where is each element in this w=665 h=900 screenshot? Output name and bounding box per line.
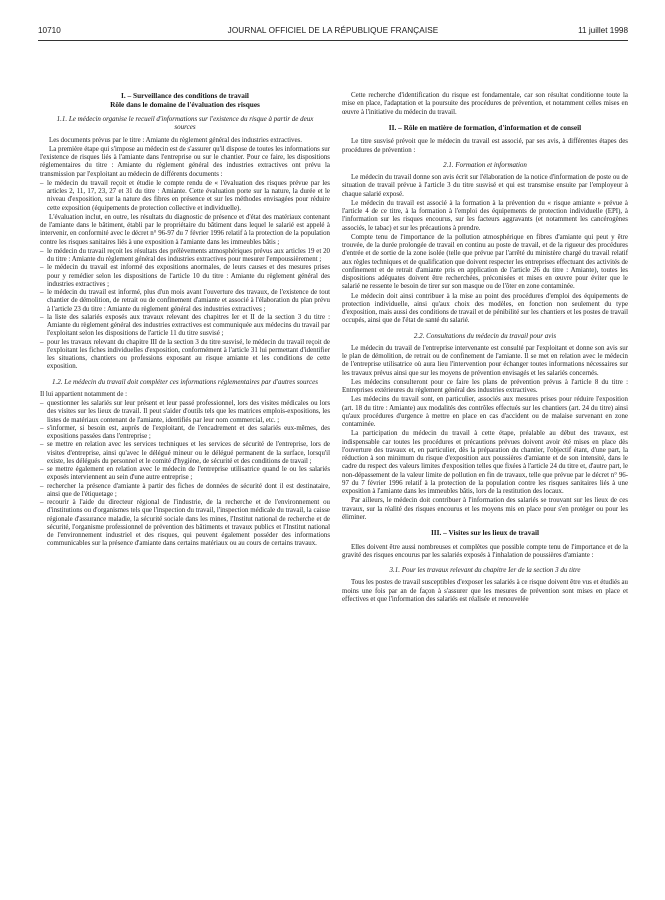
list-item: – le médecin du travail reçoit et étudie le compte rendu de « l'évaluation des risques prévue par les articles 2, 11, 17, 23, 27 et 31 du titre : Amiante. Cette évaluation porte sur la nature, la durée et le niveau d'exposition, sur la nature des fibres en présence et sur les méthodes envisagées pour réduire cette exposition (équipements de protection collective et individuelle). [47, 180, 330, 213]
paragraph: Le médecin doit ainsi contribuer à la mise au point des procédures d'emploi des équipements de protection individuelle, ainsi qu'aux choix des modèles, en fonction non seulement du type d'exposition, mais aussi des conditions de travail et de pénibilité sur les chantiers et les postes de travail occupés, ainsi que de l'état de santé du salarié. [342, 292, 628, 325]
subsection-1-1-title: 1.1. Le médecin organise le recueil d'informations sur l'existence du risque à partir de deux sources [56, 115, 314, 132]
paragraph: La participation du médecin du travail à cette étape, préalable au début des travaux, est indispensable car toutes les procédures et précautions prévues doivent avoir été mises en place dès l'ouverture des travaux et, en particulier, dès la préparation du chantier, l'objectif étant, d'une part, la réduction à son minimum du risque d'exposition aux poussières d'amiante et de son intensité, dans le cadre du respect des valeurs limites d'exposition telles que fixées à l'article 24 du titre et, d'autre part, le non-dépassement de la valeur limite de pollution en fin de travaux, telle que prévue par le décret n° 96-97 du 7 février 1996 relatif à la protection de la population contre les risques sanitaires liés à une exposition à l'amiante dans les immeubles bâtis, lors de la restitution des locaux. [342, 430, 628, 495]
list-item: – questionner les salariés sur leur présent et leur passé professionnel, lors des visites médicales ou lors des visites sur les lieux de travail. Il peut s'aider d'outils tels que les matrices emplois-expositions, les listes de matériaux contenant de l'amiante, identifiés par leur nom commercial, etc. ; [47, 400, 330, 425]
list-item: – le médecin du travail reçoit les résultats des prélèvements atmosphériques prévus aux articles 19 et 20 du titre : Amiante du règlement général des industries extractives pour mesurer l'empoussièrement ; [47, 248, 330, 265]
list-item: – le médecin du travail est informé, plus d'un mois avant l'ouverture des travaux, de l'existence de tout chantier de démolition, de retrait ou de confinement d'amiante et associé à l'élaboration du plan prévu à l'article 23 du titre : Amiante du règlement général des industries extractives ; [47, 289, 330, 314]
paragraph: Les médecins consulteront pour ce faire les plans de prévention prévus à l'article 8 du titre : Entreprises extérieures du règlement général des industries extractives. [342, 378, 628, 394]
subsection-2-2-title: 2.2. Consultations du médecin du travail pour avis [413, 331, 557, 340]
paragraph: Les médecins du travail sont, en particulier, associés aux mesures prises pour réduire l'exposition (art. 18 du titre : Amiante) aux modalités des contrôles effectués sur les chantiers (art. 24 du titre) ainsi qu'aux procédures d'urgence à mettre en place en cas d'accident ou de malaise survenant en zone contaminée. [342, 396, 628, 428]
page-header [38, 26, 628, 40]
paragraph: Le médecin du travail de l'entreprise intervenante est consulté par l'exploitant et donne son avis sur le plan de démolition, de retrait ou de confinement de l'amiante. Il se met en relation avec le médecin de l'entreprise utilisatrice où aura lieu l'intervention pour échanger toutes informations nécessaires sur les travaux prévus ainsi que sur les moyens de prévention envisagés et les salariés concernés. [342, 344, 628, 377]
paragraph: L'évaluation inclut, en outre, les résultats du diagnostic de présence et d'état des matériaux contenant de l'amiante dans le bâtiment, établi par le propriétaire du bâtiment dans lequel le salarié est appelé à intervenir, en conformité avec le décret n° 96-97 du 7 février 1996 relatif à la protection de la population contre les risques sanitaires liés à une exposition à l'amiante dans les immeubles bâtis ; [40, 213, 330, 246]
paragraph: Compte tenu de l'importance de la pollution atmosphérique en fibres d'amiante qui peut y être trouvée, de la durée prolongée de travail en continu au poste de travail, et de la rigueur des procédures d'entrée et de sortie de la zone isolée (telle que prévue par l'arrêté du ministère chargé du travail relatif aux règles techniques et de qualification que doivent respecter les entreprises effectuant des activités de confinement et de retrait d'amiante pris en application de l'article 26 du titre : Amiante), toutes les dispositions adéquates doivent être recherchées, préconisées et mises en œuvre pour éviter que le salarié ne ressente le besoin de tirer sur son masque ou de l'ôter en zone contaminée. [342, 233, 628, 291]
paragraph: Elles doivent être aussi nombreuses et complètes que possible compte tenu de l'importance et de la gravité des risques encourus par les salariés exposés à l'inhalation de poussières d'amiante : [342, 543, 628, 559]
section-1-subheading: Rôle dans le domaine de l'évaluation des risques [110, 99, 260, 109]
left-column [40, 92, 330, 550]
paragraph: La première étape qui s'impose au médecin est de s'assurer qu'il dispose de toutes les informations sur l'existence de risques liés à l'amiante dans l'entreprise ou sur le chantier. Pour ce faire, les dispositions réglementaires du titre : Amiante du règlement général des industries extractives ont prévu la transmission par l'exploitant au médecin de différents documents : [40, 145, 330, 178]
paragraph: Le médecin du travail donne son avis écrit sur l'élaboration de la notice d'information de poste ou de situation de travail prévue à l'article 3 du titre susvisé et qui est transmise ensuite par l'employeur à chaque salarié exposé. [342, 174, 628, 198]
list-item: – recourir à l'aide du directeur régional de l'industrie, de la recherche et de l'environnement ou d'institutions ou d'organismes tels que l'inspection du travail, l'inspection médicale du travail, la caisse régionale d'assurance maladie, la sécurité sociale dans les mines, l'Institut national de recherche et de sécurité, l'organisme professionnel de prévention des bâtiments et travaux publics et l'Institut national de l'environnement industriel et des risques, qui peuvent également posséder des informations communicables sur la présence d'amiante dans certains matériaux ou au cours de certains travaux. [47, 499, 330, 549]
dash-list [40, 248, 330, 372]
journal-title: JOURNAL OFFICIEL DE LA RÉPUBLIQUE FRANÇAISE [227, 26, 439, 35]
paragraph: Tous les postes de travail susceptibles d'exposer les salariés à ce risque doivent être vus et étudiés au moins une fois par an de façon à s'assurer que les mesures de prévention sont mises en place et effectives et que l'information des salariés est réalisée et renouvelée [342, 579, 628, 603]
list-item: – le médecin du travail est informé des expositions anormales, de leurs causes et des mesures prises pour y remédier selon les dispositions de l'article 10 du titre : Amiante du règlement général des industries extractives ; [47, 264, 330, 289]
dash-list [40, 400, 330, 549]
list-item: – s'informer, si besoin est, auprès de l'exploitant, de l'encadrement et des salariés eux-mêmes, des expositions passées dans l'entreprise ; [47, 425, 330, 442]
section-1-title [40, 92, 330, 109]
list-item: – se mettre en relation avec les services techniques et les services de sécurité de l'entreprise, lors de visites d'entreprise, ainsi qu'avec le délégué mineur ou le délégué permanent de la surface, lorsqu'il existe, les délégués du personnel et le comité d'hygiène, de sécurité et des conditions de travail ; [47, 441, 330, 466]
section-1-heading: I. – Surveillance des conditions de travail [121, 91, 249, 100]
section-2-title: II. – Rôle en matière de formation, d'information et de conseil [388, 122, 582, 132]
list-item: – la liste des salariés exposés aux travaux relevant des chapitres Ier et II de la section 3 du titre : Amiante du règlement général des industries extractives est communiquée aux médecins du travail par l'exploitant selon les dispositions de l'article 11 du titre susvisé ; [47, 314, 330, 339]
page-number: 10710 [38, 26, 61, 35]
section-3-title: III. – Visites sur les lieux de travail [430, 528, 540, 537]
paragraph: Par ailleurs, le médecin doit contribuer à l'information des salariés se trouvant sur les lieux de ces travaux, sur la réalité des risques encourus et les moyens mis en place pour s'en protéger ou pour les éliminer. [342, 497, 628, 521]
list-item: – se mettre également en relation avec le médecin de l'entreprise utilisatrice quand le ou les salariés exposés interviennent au sein d'une autre entreprise ; [47, 466, 330, 483]
publication-date: 11 juillet 1998 [578, 26, 628, 35]
subsection-2-1-title: 2.1. Formation et information [443, 160, 527, 169]
list-item: – pour les travaux relevant du chapitre III de la section 3 du titre susvisé, le médecin du travail reçoit de l'exploitant les fiches individuelles d'exposition, conformément à l'article 31 lui permettant d'identifier les situations, chantiers ou professions exposant au risque amiante et les conditions de cette exposition. [47, 339, 330, 372]
header-rule [38, 40, 628, 41]
subsection-3-1-title: 3.1. Pour les travaux relevant du chapitre Ier de la section 3 du titre [389, 566, 581, 575]
right-column [342, 92, 628, 605]
paragraph: Les documents prévus par le titre : Amiante du règlement général des industries extractives. [49, 136, 302, 144]
paragraph: Il lui appartient notamment de : [40, 390, 128, 398]
paragraph: Le titre susvisé prévoit que le médecin du travail est associé, par ses avis, à différentes étapes des procédures de prévention : [342, 138, 628, 154]
list-item: – rechercher la présence d'amiante à partir des fiches de données de sécurité dont il est destinataire, ainsi que de l'étiquetage ; [47, 483, 330, 500]
dash-list [40, 180, 330, 213]
paragraph: Cette recherche d'identification du risque est fondamentale, car son résultat conditionne toute la mise en place, l'adaptation et la poursuite des procédures de prévention, et notamment celles mises en œuvre à l'initiative du médecin du travail. [342, 92, 628, 116]
paragraph: Le médecin du travail est associé à la formation à la prévention du « risque amiante » prévue à l'article 4 de ce titre, à la formation à l'emploi des équipements de protection individuelle (EPI), à l'information sur les risques encourus, sur les facteurs aggravants (et notamment les cancérogènes associés, le tabac) et sur les précautions à prendre. [342, 199, 628, 232]
subsection-1-2-title: 1.2. Le médecin du travail doit compléter ces informations réglementaires par d'autres sources [52, 377, 318, 386]
